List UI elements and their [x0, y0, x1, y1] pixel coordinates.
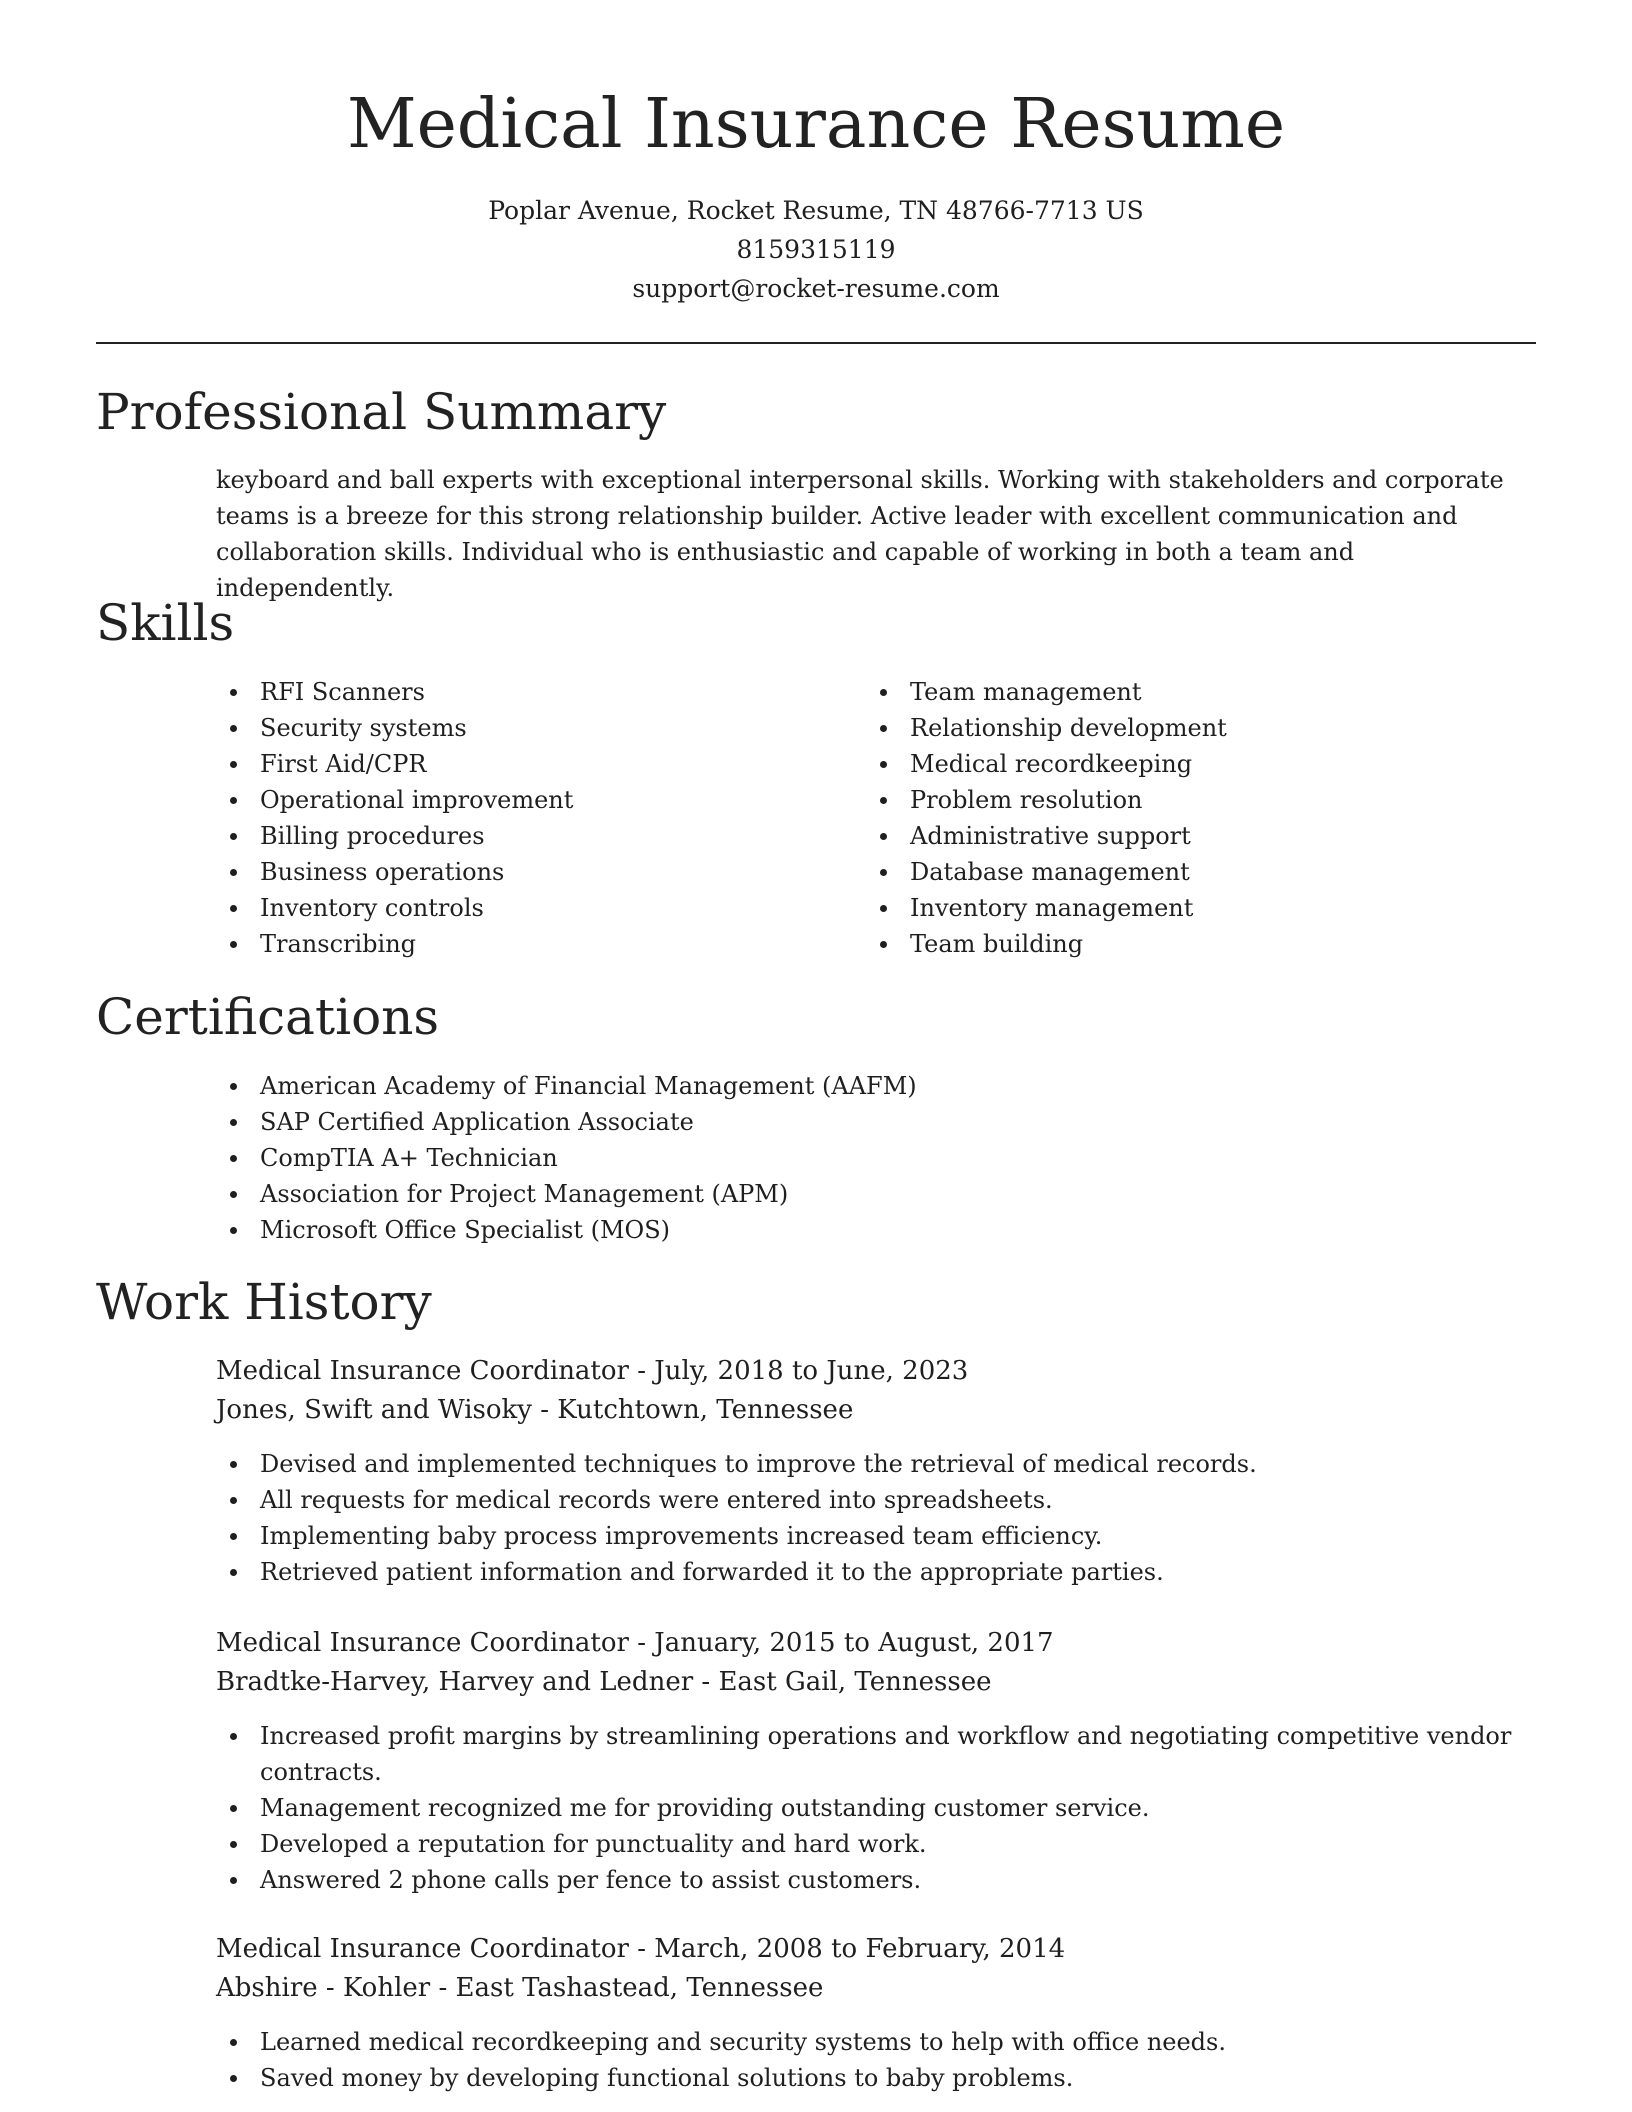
job-title: Medical Insurance Coordinator: [216, 1934, 629, 1964]
section-title-work-history: Work History: [96, 1273, 432, 1331]
job-dates: - July, 2018 to June, 2023: [628, 1356, 969, 1386]
certification-item: Microsoft Office Specialist (MOS): [216, 1212, 1516, 1248]
skill-item: Security systems: [216, 710, 816, 746]
job-bullet: Saved money by developing functional solutions to baby problems.: [216, 2060, 1516, 2096]
skill-item: Operational improvement: [216, 782, 816, 818]
contact-address: Poplar Avenue, Rocket Resume, TN 48766-7713 US: [488, 196, 1144, 225]
contact-block: [0, 191, 1632, 308]
job-company: Bradtke-Harvey, Harvey and Ledner: [216, 1667, 694, 1697]
job-bullet: All requests for medical records were entered into spreadsheets.: [216, 1482, 1516, 1518]
job-title: Medical Insurance Coordinator: [216, 1628, 629, 1658]
skills-list-right: [866, 674, 1506, 962]
job-bullet: Answered 2 phone calls per fence to assist customers.: [216, 1862, 1516, 1898]
job-dates: - March, 2008 to February, 2014: [628, 1934, 1066, 1964]
skill-item: First Aid/CPR: [216, 746, 816, 782]
job-header: [216, 1624, 1516, 1702]
job-header: [216, 1352, 1516, 1430]
skill-item: Transcribing: [216, 926, 816, 962]
job-location: - East Tashastead, Tennessee: [430, 1973, 824, 2003]
certification-item: Association for Project Management (APM): [216, 1176, 1516, 1212]
job-title: Medical Insurance Coordinator: [216, 1356, 629, 1386]
job-bullet: Retrieved patient information and forwarded it to the appropriate parties.: [216, 1554, 1516, 1590]
job-dates: - January, 2015 to August, 2017: [628, 1628, 1054, 1658]
job-bullet: Implementing baby process improvements increased team efficiency.: [216, 1518, 1516, 1554]
skill-item: Billing procedures: [216, 818, 816, 854]
header-divider: [96, 342, 1536, 344]
contact-email: support@rocket-resume.com: [632, 274, 1000, 303]
skill-item: Database management: [866, 854, 1506, 890]
job-bullet: Management recognized me for providing outstanding customer service.: [216, 1790, 1516, 1826]
skill-item: Team building: [866, 926, 1506, 962]
job-bullets: [216, 2024, 1516, 2096]
skill-item: Business operations: [216, 854, 816, 890]
certifications-list: [216, 1068, 1516, 1248]
job-bullets: [216, 1718, 1516, 1898]
section-title-skills: Skills: [96, 594, 235, 652]
job-header: [216, 1930, 1516, 2008]
skill-item: RFI Scanners: [216, 674, 816, 710]
certification-item: CompTIA A+ Technician: [216, 1140, 1516, 1176]
resume-name: Medical Insurance Resume: [346, 85, 1286, 164]
job-location: - Kutchtown, Tennessee: [531, 1395, 854, 1425]
certification-item: American Academy of Financial Management (AAFM): [216, 1068, 1516, 1104]
job-bullet: Devised and implemented techniques to improve the retrieval of medical records.: [216, 1446, 1516, 1482]
section-title-certifications: Certifications: [96, 988, 440, 1046]
certification-item: SAP Certified Application Associate: [216, 1104, 1516, 1140]
skill-item: Administrative support: [866, 818, 1506, 854]
section-title-summary: Professional Summary: [96, 383, 667, 441]
job-company: Abshire - Kohler: [216, 1973, 431, 2003]
skill-item: Team management: [866, 674, 1506, 710]
job-bullet: Learned medical recordkeeping and security systems to help with office needs.: [216, 2024, 1516, 2060]
contact-phone: 8159315119: [736, 235, 896, 264]
summary-text: keyboard and ball experts with exceptional interpersonal skills. Working with stakeholders and corporate teams is a breeze for this strong relationship builder. Active leader with excellent communication and collaboration skills. Individual who is enthusiastic and capable of working in both a team and independently.: [216, 466, 1504, 602]
skill-item: Problem resolution: [866, 782, 1506, 818]
job-bullet: Increased profit margins by streamlining operations and workflow and negotiating competitive vendor contracts.: [216, 1718, 1516, 1790]
job-bullet: Developed a reputation for punctuality and hard work.: [216, 1826, 1516, 1862]
skill-item: Medical recordkeeping: [866, 746, 1506, 782]
skills-list-left: [216, 674, 816, 962]
job-bullets: [216, 1446, 1516, 1590]
job-location: - East Gail, Tennessee: [693, 1667, 992, 1697]
skill-item: Inventory management: [866, 890, 1506, 926]
skill-item: Inventory controls: [216, 890, 816, 926]
job-company: Jones, Swift and Wisoky: [216, 1395, 532, 1425]
skill-item: Relationship development: [866, 710, 1506, 746]
